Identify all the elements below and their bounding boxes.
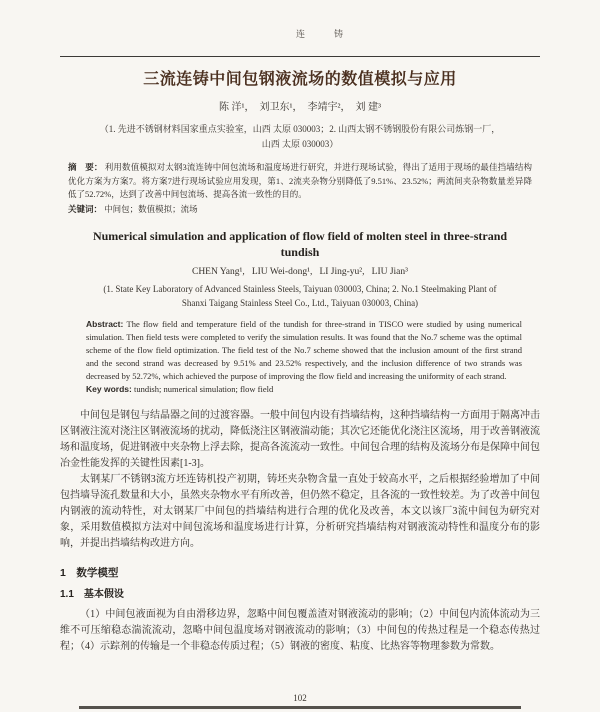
- keywords-english: [60, 383, 540, 396]
- journal-column-header: [60, 16, 540, 52]
- bottom-rule: [79, 706, 521, 709]
- paper-title-english-line1: Numerical simulation and application of flow field of molten steel in three-strand: [92, 229, 508, 243]
- body-paragraph-2: 太钢某厂不锈钢3流方坯连铸机投产初期，铸坯夹杂物含量一直处于较高水平，之后根据经验增加了中间包挡墙导流孔数量和大小，虽然夹杂物水平有所改善，但仍然不稳定，且各流的一致性较差。为了改善中间包内钢液的流动特性，对太钢某厂中间包的挡墙结构进行合理的优化及改善，本文以该厂3流中间包为研究对象，采用数值模拟方法对中间包流场和温度场进行计算，分析研究挡墙结构对钢液流动特性和温度分布的影响，并提出挡墙结构改进方向。: [60, 474, 540, 549]
- keywords-text-english: tundish; numerical simulation; flow field: [133, 384, 274, 394]
- section-heading-1-1: 1.1 基本假设: [60, 589, 124, 600]
- keywords-text-chinese: 中间包；数值模拟；流场: [104, 203, 198, 214]
- keywords-label-english: Key words:: [86, 384, 132, 394]
- abstract-chinese: [60, 161, 540, 202]
- keywords-chinese: [60, 203, 540, 217]
- affiliation-chinese: [60, 122, 540, 151]
- header-rule: [60, 56, 540, 57]
- assumptions-paragraph: （1）中间包液面视为自由滑移边界，忽略中间包覆盖渣对钢液流动的影响；（2）中间包内流体流动为三维不可压缩稳态湍流流动，忽略中间包温度场对钢液流动的影响；（3）中间包的传热过程是一个稳态传热过程；（4）示踪剂的传输是一个非稳态传质过程；（5）钢液的密度、粘度、比热容等物理参数为常数。: [60, 609, 540, 652]
- keywords-label-chinese: 关键词：: [68, 203, 103, 214]
- affiliation-chinese-line1: （1. 先进不锈钢材料国家重点实验室，山西 太原 030003；2. 山西太钢不锈钢股份有限公司炼钢一厂，: [99, 124, 501, 134]
- authors-chinese: 陈 洋¹， 刘卫东¹， 李靖宇²， 刘 建³: [219, 102, 381, 113]
- body-paragraph-1: 中间包是钢包与结晶器之间的过渡容器。一般中间包内设有挡墙结构，这种挡墙结构一方面用于隔离冲击区钢液注流对浇注区钢液流场的扰动，降低浇注区钢液湍动能；其次它还能优化浇注区流场，用于改善钢液流场和温度场，促进钢液中夹杂物上浮去除，提高各流流动一致性。中间包合理的结构及流场分布是保障中间包冶金性能发挥的关键性因素[1-3]。: [60, 410, 540, 469]
- journal-column-text: 连 铸: [295, 29, 353, 39]
- affiliation-english-line2: Shanxi Taigang Stainless Steel Co., Ltd., Taiyuan 030003, China): [181, 298, 419, 308]
- paper-title-chinese: 三流连铸中间包钢液流场的数值模拟与应用: [143, 71, 457, 88]
- paper-title-english: [60, 228, 540, 260]
- page-footer: [60, 692, 540, 709]
- section-heading-1: 1 数学模型: [60, 567, 119, 579]
- affiliation-english: [60, 282, 540, 310]
- abstract-text-chinese: 利用数值模拟对太钢3流连铸中间包流场和温度场进行研究，并进行现场试验，得出了适用于现场的最佳挡墙结构优化方案为方案7。将方案7进行现场试验应用发现，第1、2流夹杂物分别降低了9.51%、23.52%；两流间夹杂物数量差异降低了52.72%，达到了改善中间包流场、提高各流一致性的目的。: [68, 162, 532, 199]
- affiliation-chinese-line2: 山西 太原 030003）: [261, 138, 339, 149]
- affiliation-english-line1: (1. State Key Laboratory of Advanced Stainless Steels, Taiyuan 030003, China; 2. No.1 Steelmaking Plant of: [103, 284, 497, 294]
- abstract-text-english: The flow field and temperature field of the tundish for three-strand in TISCO were studied by using numerical simulation. Then field tests were completed to verify the simulation results. It was found that the No.7 scheme was the optimal scheme of the flow field optimization. The field test of the No.7 scheme showed that the inclusion amount of the first strand and the second strand was decreased by 9.51% and 23.52% respectively, and the inclusion difference of two strands was decreased by 52.72%, which achieved the purpose of improving the flow field and increasing the uniformity of each strand.: [86, 319, 522, 381]
- abstract-label-english: Abstract:: [86, 319, 124, 329]
- abstract-english: [60, 318, 540, 383]
- page-number: 102: [293, 693, 307, 703]
- authors-english: CHEN Yang¹, LIU Wei-dong¹, LI Jing-yu², LIU Jian³: [191, 267, 408, 277]
- paper-title-english-line2: tundish: [280, 245, 320, 259]
- abstract-label-chinese: 摘 要：: [68, 162, 103, 172]
